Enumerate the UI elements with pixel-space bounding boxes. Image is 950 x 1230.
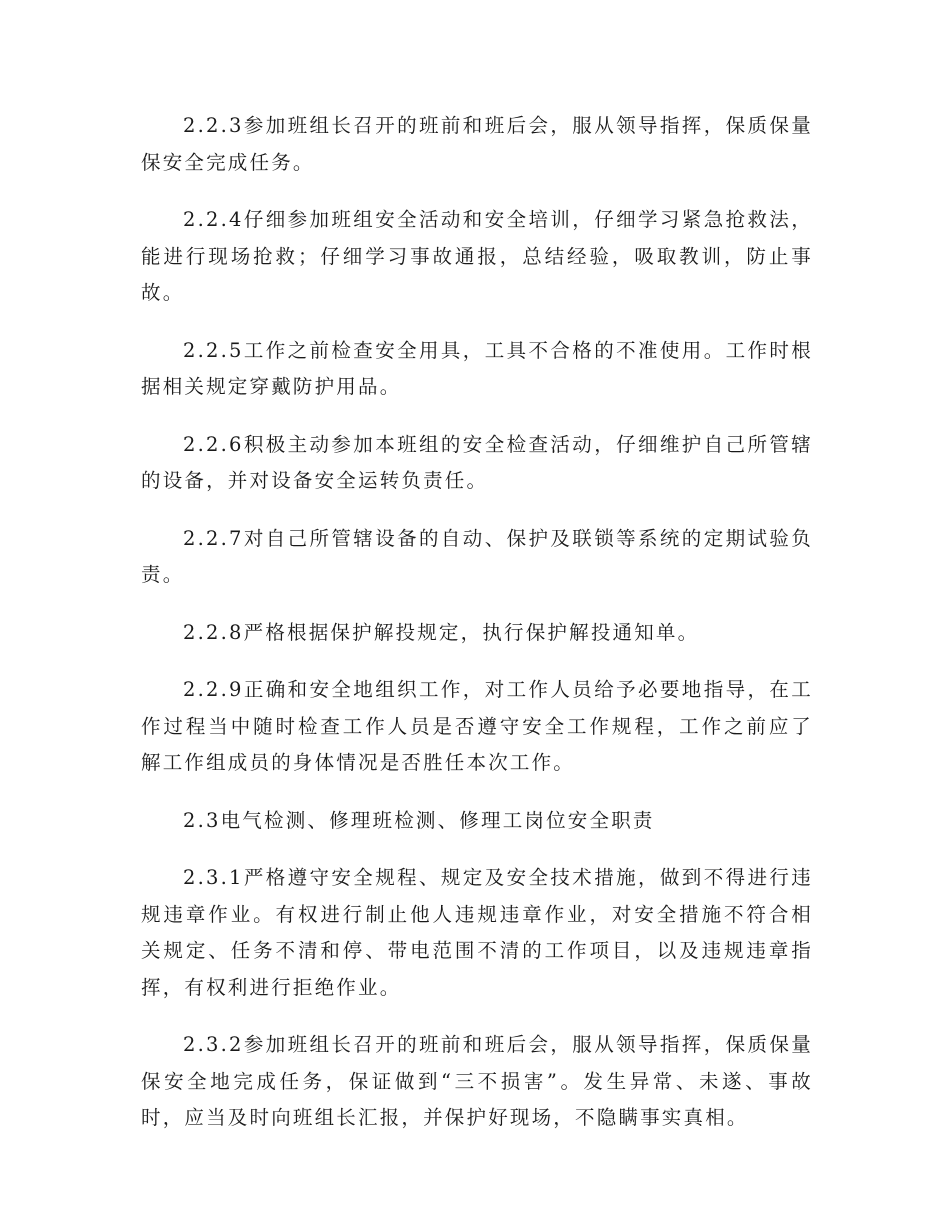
section-heading-2-3: 2.3电气检测、修理班检测、修理工岗位安全职责 [183, 808, 655, 832]
paragraph-2-3-1: 2.3.1严格遵守安全规程、规定及安全技术措施，做到不得进行违规违章作业。有权进行制止他人违规违章作业，对安全措施不符合相关规定、任务不清和停、带电范围不清的工作项目，以及违规违章指挥，有权利进行拒绝作业。 [141, 866, 813, 999]
document-body [141, 108, 813, 1158]
paragraph-2-2-9: 2.2.9正确和安全地组织工作，对工作人员给予必要地指导，在工作过程当中随时检查工作人员是否遵守安全工作规程，工作之前应了解工作组成员的身体情况是否胜任本次工作。 [141, 678, 813, 774]
paragraph-2-2-7: 2.2.7对自己所管辖设备的自动、保护及联锁等系统的定期试验负责。 [141, 526, 813, 586]
paragraph-2-2-3: 2.2.3参加班组长召开的班前和班后会，服从领导指挥，保质保量保安全完成任务。 [141, 114, 813, 174]
paragraph-2-2-5: 2.2.5工作之前检查安全用具，工具不合格的不准使用。工作时根据相关规定穿戴防护用品。 [141, 338, 813, 398]
paragraph-2-2-6: 2.2.6积极主动参加本班组的安全检查活动，仔细维护自己所管辖的设备，并对设备安全运转负责任。 [141, 432, 813, 492]
paragraph-2-3-2: 2.3.2参加班组长召开的班前和班后会，服从领导指挥，保质保量保安全地完成任务，保证做到“三不损害”。发生异常、未遂、事故时，应当及时向班组长汇报，并保护好现场，不隐瞒事实真相。 [141, 1033, 813, 1129]
paragraph-2-2-8: 2.2.8严格根据保护解投规定，执行保护解投通知单。 [183, 620, 700, 644]
paragraph-2-2-4: 2.2.4仔细参加班组安全活动和安全培训，仔细学习紧急抢救法，能进行现场抢救；仔细学习事故通报，总结经验，吸取教训，防止事故。 [141, 208, 813, 304]
